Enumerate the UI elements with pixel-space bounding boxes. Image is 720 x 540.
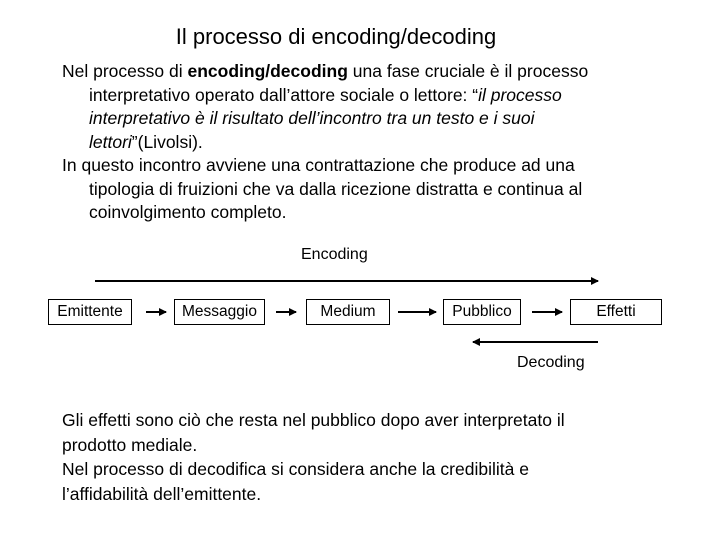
box-messaggio: Messaggio	[174, 299, 265, 325]
conclusion-paragraph	[62, 408, 702, 506]
box-pubblico: Pubblico	[443, 299, 521, 325]
encoding-label: Encoding	[301, 246, 368, 263]
intro-text-rest: una fase cruciale è il processo	[347, 61, 589, 81]
conclusion-line-1: Gli effetti sono ciò che resta nel pubblico dopo aver interpretato il	[62, 410, 565, 430]
quote-italic-2: interpretativo è il risultato dell’incontro tra un testo e i suoi	[89, 108, 535, 128]
quote-italic-3: lettori	[89, 131, 132, 152]
quote-citation: ”(Livolsi).	[131, 131, 203, 152]
intro-text-bold: encoding/decoding	[187, 61, 348, 81]
box-medium: Medium	[306, 299, 390, 325]
conclusion-line-4: l’affidabilità dell’emittente.	[62, 483, 262, 504]
intro-text-start: Nel processo di	[62, 61, 188, 81]
box-emittente: Emittente	[48, 299, 132, 325]
intro-p2-line-1: In questo incontro avviene una contrattazione che produce ad una	[62, 155, 575, 175]
conclusion-line-2: prodotto mediale.	[62, 434, 198, 455]
decoding-label: Decoding	[517, 354, 585, 371]
intro-p2-line-3: coinvolgimento completo.	[89, 202, 287, 222]
intro-p2-line-2: tipologia di fruizioni che va dalla ricezione distratta e continua al	[89, 178, 583, 199]
box-effetti: Effetti	[570, 299, 662, 325]
quote-italic-1: il processo	[478, 84, 562, 105]
page-title: Il processo di encoding/decoding	[175, 24, 497, 49]
conclusion-line-3: Nel processo di decodifica si considera anche la credibilità e	[62, 459, 529, 479]
intro-line-2-text: interpretativo operato dall’attore sociale o lettore: “	[89, 84, 479, 105]
